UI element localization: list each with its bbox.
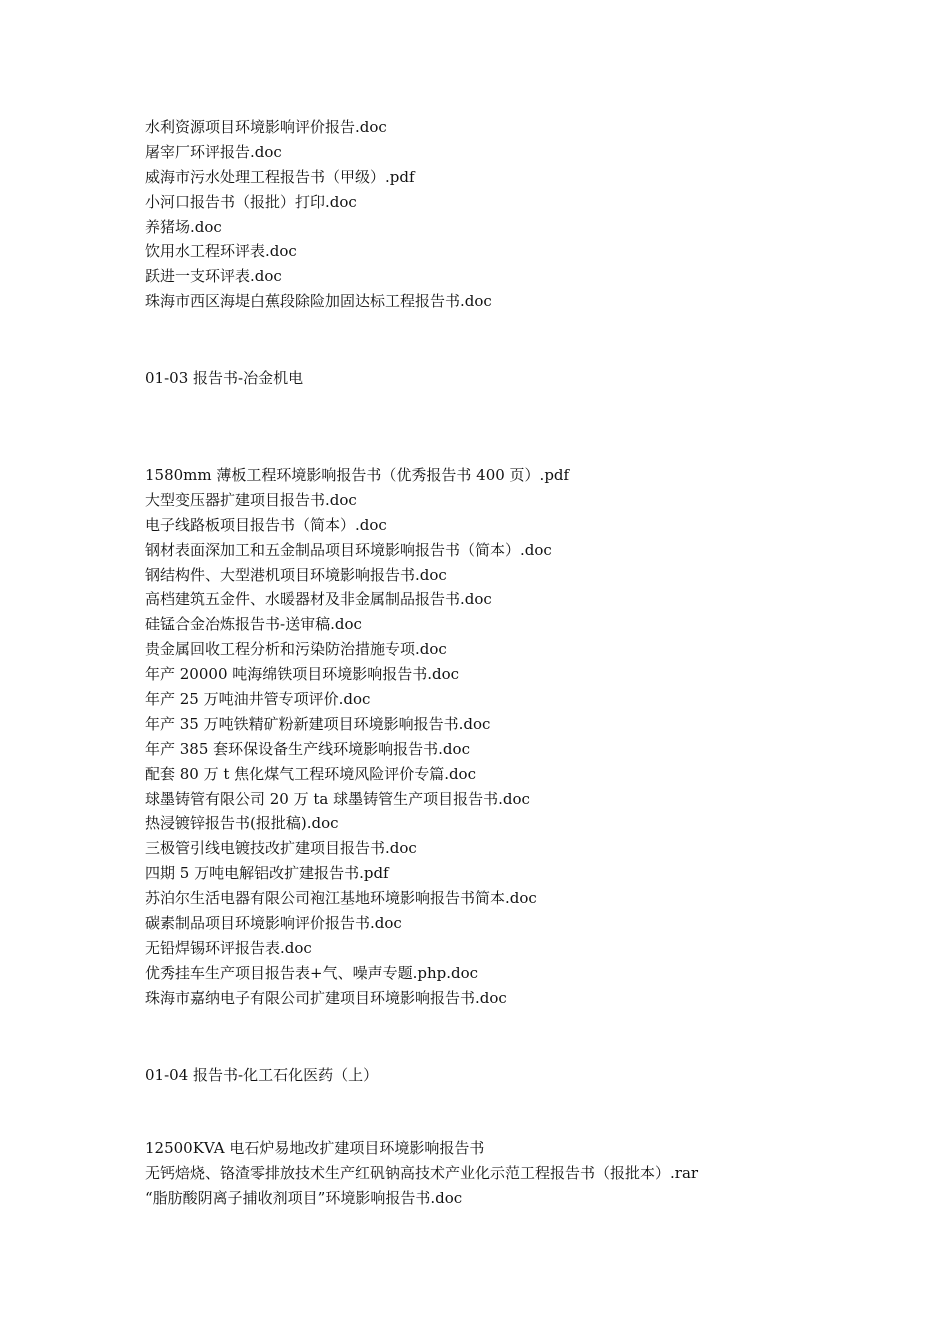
file-list-item: 珠海市嘉纳电子有限公司扩建项目环境影响报告书.doc xyxy=(145,988,507,1007)
section-heading-0103: 01-03 报告书-冶金机电 xyxy=(145,369,304,387)
file-list-item: 配套 80 万 t 焦化煤气工程环境风险评价专篇.doc xyxy=(145,764,476,783)
file-list-item: 12500KVA 电石炉易地改扩建项目环境影响报告书 xyxy=(145,1139,485,1157)
file-list-item: 饮用水工程环评表.doc xyxy=(145,242,297,261)
file-list-item: 高档建筑五金件、水暖器材及非金属制品报告书.doc xyxy=(145,590,492,609)
file-list-0104 xyxy=(145,1136,925,1211)
file-list-item: 跃进一支环评表.doc xyxy=(145,267,282,286)
file-list-item: 球墨铸管有限公司 20 万 ta 球墨铸管生产项目报告书.doc xyxy=(145,789,530,808)
file-list-item: 四期 5 万吨电解铝改扩建报告书.pdf xyxy=(145,864,389,883)
file-list-0103 xyxy=(145,463,925,1011)
file-list-item: 贵金属回收工程分析和污染防治措施专项.doc xyxy=(145,640,447,659)
file-list-item: 养猪场.doc xyxy=(145,217,222,236)
file-list-item: 1580mm 薄板工程环境影响报告书（优秀报告书 400 页）.pdf xyxy=(145,466,570,484)
file-list-item: 水利资源项目环境影响评价报告.doc xyxy=(145,118,387,136)
file-list-item: 硅锰合金冶炼报告书-送审稿.doc xyxy=(145,615,362,634)
file-list-item: 碳素制品项目环境影响评价报告书.doc xyxy=(145,914,402,933)
file-list-item: 年产 35 万吨铁精矿粉新建项目环境影响报告书.doc xyxy=(145,714,491,733)
file-list-item: 屠宰厂环评报告.doc xyxy=(145,142,282,161)
file-list-item: 年产 20000 吨海绵铁项目环境影响报告书.doc xyxy=(145,665,460,684)
file-list-item: 三极管引线电镀技改扩建项目报告书.doc xyxy=(145,839,417,858)
file-list-item: 年产 385 套环保设备生产线环境影响报告书.doc xyxy=(145,739,470,758)
file-list-item: 电子线路板项目报告书（简本）.doc xyxy=(145,515,387,534)
file-list-item: 威海市污水处理工程报告书（甲级）.pdf xyxy=(145,167,415,186)
file-list-item: 年产 25 万吨油井管专项评价.doc xyxy=(145,690,371,709)
section-heading-0104: 01-04 报告书-化工石化医药（上） xyxy=(145,1066,379,1084)
file-list-item: 珠海市西区海堤白蕉段除险加固达标工程报告书.doc xyxy=(145,292,492,311)
file-list-item: 苏泊尔生活电器有限公司袍江基地环境影响报告书简本.doc xyxy=(145,889,537,908)
file-list-item: 热浸镀锌报告书(报批稿).doc xyxy=(145,814,339,833)
file-list-item: 大型变压器扩建项目报告书.doc xyxy=(145,490,357,509)
file-list-item: 优秀挂车生产项目报告表+气、噪声专题.php.doc xyxy=(145,963,479,982)
file-list-item: 无铅焊锡环评报告表.doc xyxy=(145,938,312,957)
file-list-item: 钢结构件、大型港机项目环境影响报告书.doc xyxy=(145,565,447,584)
file-list-top xyxy=(145,115,925,314)
file-list-item: “脂肪酸阴离子捕收剂项目”环境影响报告书.doc xyxy=(145,1188,463,1207)
file-list-item: 钢材表面深加工和五金制品项目环境影响报告书（简本）.doc xyxy=(145,540,552,559)
file-list-item: 无钙焙烧、铬渣零排放技术生产红矾钠高技术产业化示范工程报告书（报批本）.rar xyxy=(145,1163,699,1182)
file-list-item: 小河口报告书（报批）打印.doc xyxy=(145,192,357,211)
